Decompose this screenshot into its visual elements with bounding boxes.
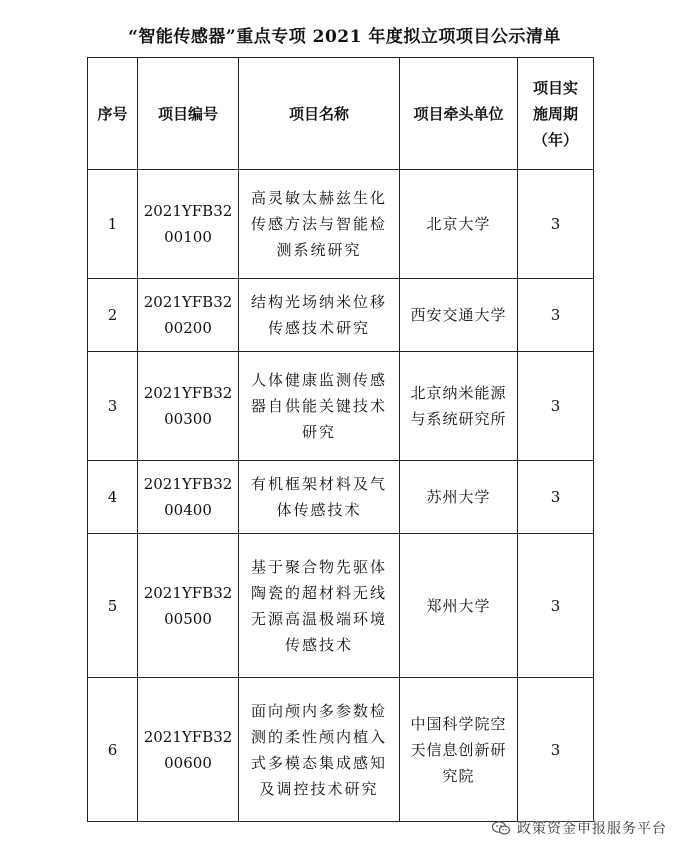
cell-code [138,279,239,352]
code-line: 00300 [164,410,212,428]
page-title: “智能传感器”重点专项 2021 年度拟立项项目公示清单 [128,27,561,47]
watermark [491,818,667,838]
cell-name [239,461,400,534]
table-row [88,170,594,279]
wechat-icon [491,820,511,836]
cell-code [138,170,239,279]
cell-name [239,534,400,678]
header-period-line: 施周期 [532,104,578,123]
cell-unit [400,461,518,534]
cell-period: 3 [518,279,594,352]
name-line: 体传感技术 [276,501,362,519]
code-line: 2021YFB32 [143,384,233,402]
cell-unit [400,352,518,461]
name-line: 无源高温极端环境 [250,609,387,628]
cell-period: 3 [518,170,594,279]
cell-unit [400,534,518,678]
name-line: 结构光场纳米位移 [250,293,387,311]
header-index: 序号 [88,58,138,170]
cell-period: 3 [518,534,594,678]
cell-period: 3 [518,461,594,534]
code-line: 00200 [164,319,212,337]
cell-unit [400,170,518,279]
cell-code [138,461,239,534]
table-row [88,279,594,352]
name-line: 高灵敏太赫兹生化 [250,189,387,207]
name-line: 传感技术 [284,635,353,654]
header-code: 项目编号 [138,58,239,170]
code-line: 00100 [164,228,212,246]
code-line: 2021YFB32 [143,202,233,220]
unit-line: 中国科学院空 [410,714,507,733]
unit-line: 北京纳米能源 [410,384,507,402]
unit-line: 郑州大学 [426,596,491,615]
header-period-line: 项目实 [532,78,578,97]
table-header-row [88,58,594,170]
header-period [518,58,594,170]
cell-name [239,678,400,822]
cell-name [239,352,400,461]
cell-period: 3 [518,678,594,822]
cell-name [239,279,400,352]
unit-line: 西安交通大学 [410,306,507,324]
cell-code [138,678,239,822]
cell-name [239,170,400,279]
name-line: 式多模态集成感知 [250,753,387,772]
name-line: 人体健康监测传感 [250,371,387,389]
unit-line: 究院 [442,766,475,785]
cell-index: 3 [88,352,138,461]
cell-unit [400,678,518,822]
name-line: 陶瓷的超材料无线 [250,583,387,602]
table-row [88,461,594,534]
name-line: 传感技术研究 [267,319,370,337]
name-line: 研究 [301,423,336,441]
cell-unit [400,279,518,352]
cell-code [138,534,239,678]
watermark-text: 政策资金申报服务平台 [517,821,667,837]
project-table [87,57,594,822]
table-row [88,678,594,822]
cell-index: 4 [88,461,138,534]
code-line: 2021YFB32 [143,475,233,493]
unit-line: 与系统研究所 [410,410,507,428]
name-line: 及调控技术研究 [259,779,379,798]
cell-index: 2 [88,279,138,352]
header-unit: 项目牵头单位 [400,58,518,170]
cell-index: 5 [88,534,138,678]
header-period-line: （年） [532,130,578,149]
code-line: 00500 [164,609,212,628]
name-line: 基于聚合物先驱体 [250,557,387,576]
table-row [88,352,594,461]
code-line: 2021YFB32 [143,727,233,746]
cell-index: 1 [88,170,138,279]
name-line: 有机框架材料及气 [250,475,387,493]
cell-index: 6 [88,678,138,822]
cell-code [138,352,239,461]
unit-line: 天信息创新研 [410,740,507,759]
cell-period: 3 [518,352,594,461]
name-line: 测的柔性颅内植入 [250,727,387,746]
code-line: 00400 [164,501,212,519]
name-line: 面向颅内多参数检 [250,701,387,720]
header-name: 项目名称 [239,58,400,170]
name-line: 器自供能关键技术 [250,397,387,415]
code-line: 2021YFB32 [143,293,233,311]
name-line: 传感方法与智能检 [250,215,387,233]
code-line: 2021YFB32 [143,583,233,602]
code-line: 00600 [164,753,212,772]
unit-line: 苏州大学 [426,488,491,506]
name-line: 测系统研究 [276,241,362,259]
table-row [88,534,594,678]
unit-line: 北京大学 [426,215,491,233]
